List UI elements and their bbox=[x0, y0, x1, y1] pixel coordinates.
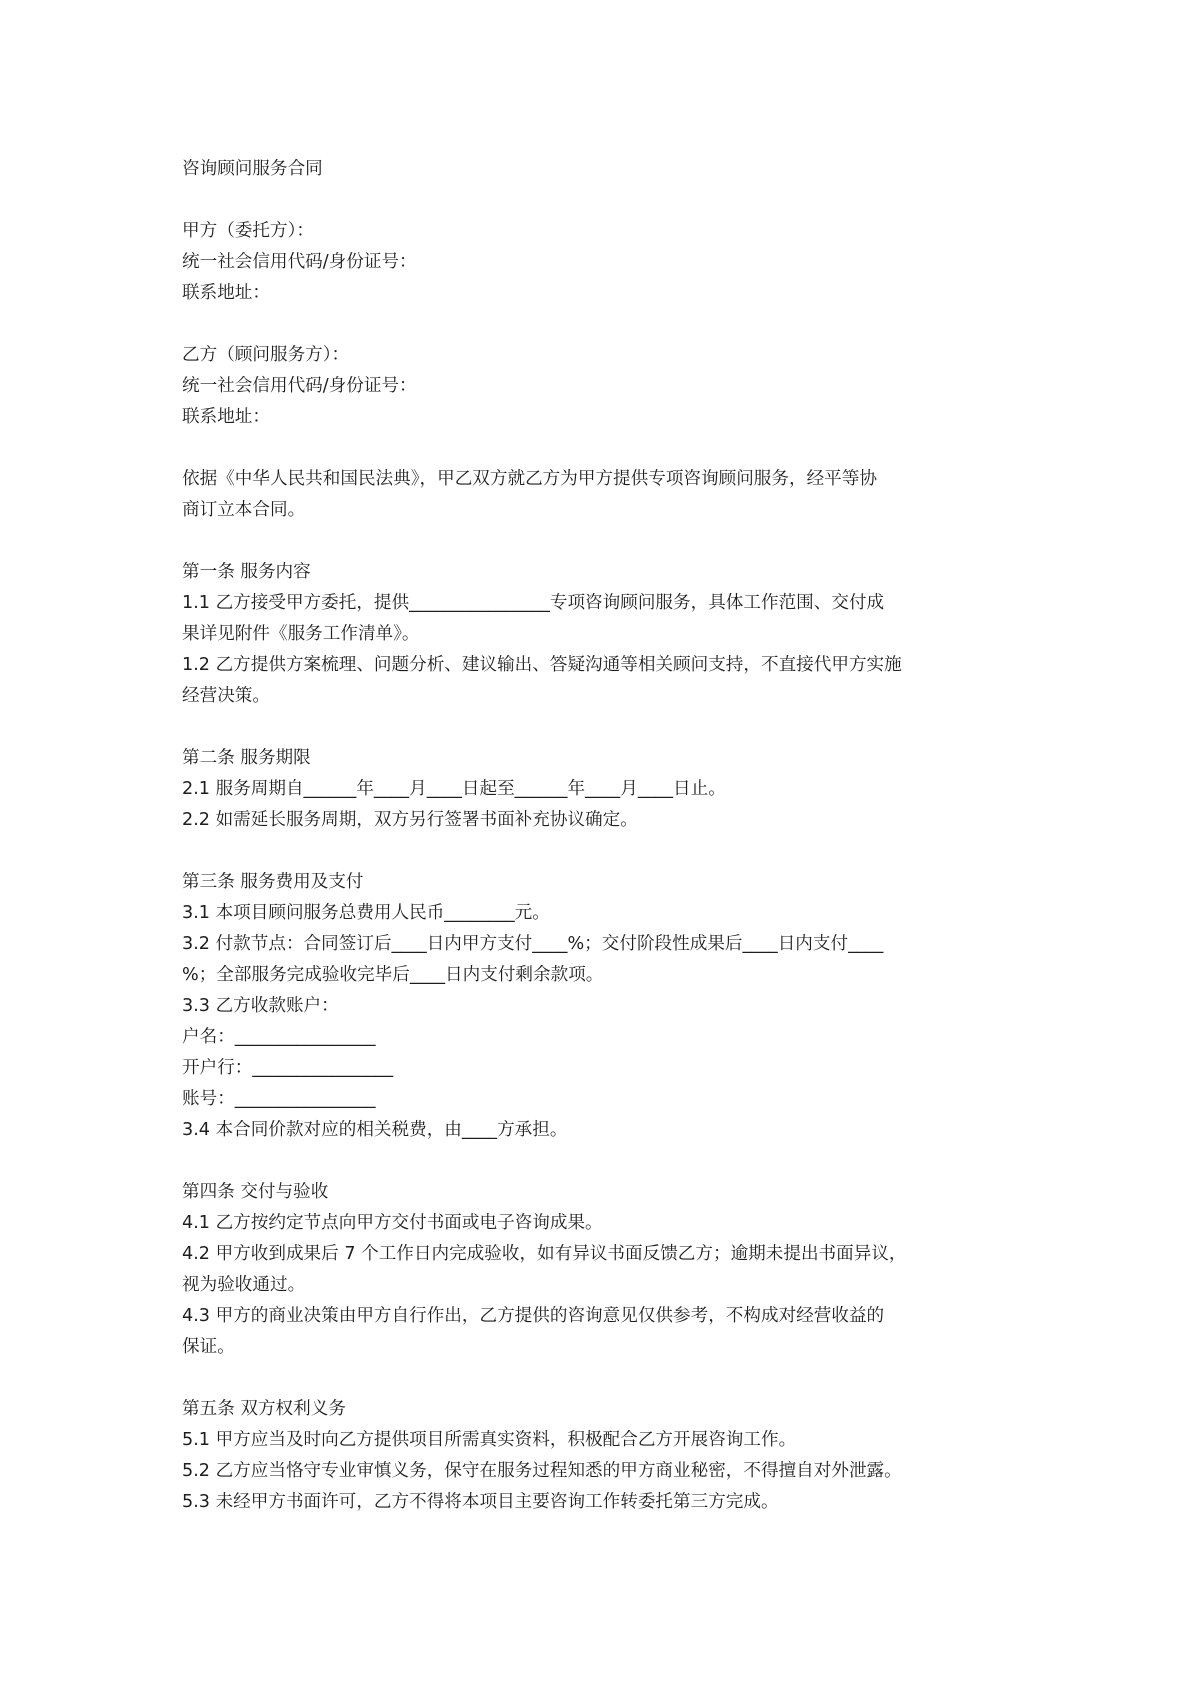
document-title: 咨询顾问服务合同 bbox=[182, 159, 323, 179]
clause-line: 3.3 乙方收款账户： bbox=[182, 996, 339, 1016]
clause-line: 经营决策。 bbox=[182, 686, 270, 706]
blank-line bbox=[182, 526, 1042, 557]
blank-line bbox=[182, 309, 1042, 340]
section-heading: 第四条 交付与验收 bbox=[182, 1182, 329, 1202]
clause-line: 果详见附件《服务工作清单》。 bbox=[182, 624, 420, 644]
clause-line: 保证。 bbox=[182, 1337, 235, 1357]
clause-line: 5.1 甲方应当及时向乙方提供项目所需真实资料，积极配合乙方开展咨询工作。 bbox=[182, 1430, 797, 1450]
section-heading: 第五条 双方权利义务 bbox=[182, 1399, 346, 1419]
blank-line bbox=[182, 836, 1042, 867]
section-heading: 第三条 服务费用及支付 bbox=[182, 872, 364, 892]
clause-line: 3.2 付款节点：合同签订后____日内甲方支付____%；交付阶段性成果后____日内支付____ bbox=[182, 934, 884, 954]
section-heading: 第一条 服务内容 bbox=[182, 562, 311, 582]
account-name-field: 户名：________________ bbox=[182, 1027, 376, 1047]
account-number-field: 账号：________________ bbox=[182, 1089, 376, 1109]
clause-line: 5.2 乙方应当恪守专业审慎义务，保守在服务过程知悉的甲方商业秘密，不得擅自对外泄露。 bbox=[182, 1461, 902, 1481]
clause-line: 4.3 甲方的商业决策由甲方自行作出，乙方提供的咨询意见仅供参考，不构成对经营收益的 bbox=[182, 1306, 885, 1326]
clause-line: 1.2 乙方提供方案梳理、问题分析、建议输出、答疑沟通等相关顾问支持，不直接代甲方实施 bbox=[182, 655, 902, 675]
clause-line: 5.3 未经甲方书面许可，乙方不得将本项目主要咨询工作转委托第三方完成。 bbox=[182, 1492, 779, 1512]
preamble-line: 依据《中华人民共和国民法典》，甲乙双方就乙方为甲方提供专项咨询顾问服务，经平等协 bbox=[182, 469, 877, 489]
clause-line: 2.2 如需延长服务周期，双方另行签署书面补充协议确定。 bbox=[182, 810, 638, 830]
section-heading: 第二条 服务期限 bbox=[182, 748, 311, 768]
clause-line: 2.1 服务周期自______年____月____日起至______年____月____日止。 bbox=[182, 779, 726, 799]
preamble-line: 商订立本合同。 bbox=[182, 500, 306, 520]
clause-line: %；全部服务完成验收完毕后____日内支付剩余款项。 bbox=[182, 965, 604, 985]
party-b-label: 乙方（顾问服务方）： bbox=[182, 345, 350, 365]
party-b-credit-code: 统一社会信用代码/身份证号： bbox=[182, 376, 417, 396]
party-a-address: 联系地址： bbox=[182, 283, 270, 303]
blank-line bbox=[182, 1363, 1042, 1394]
bank-field: 开户行：________________ bbox=[182, 1058, 394, 1078]
clause-line: 3.1 本项目顾问服务总费用人民币________元。 bbox=[182, 903, 550, 923]
party-a-credit-code: 统一社会信用代码/身份证号： bbox=[182, 252, 417, 272]
blank-line bbox=[182, 433, 1042, 464]
party-b-address: 联系地址： bbox=[182, 407, 270, 427]
clause-line: 3.4 本合同价款对应的相关税费，由____方承担。 bbox=[182, 1120, 568, 1140]
clause-line: 4.2 甲方收到成果后 7 个工作日内完成验收，如有异议书面反馈乙方；逾期未提出书面异议， bbox=[182, 1244, 907, 1264]
clause-line: 4.1 乙方按约定节点向甲方交付书面或电子咨询成果。 bbox=[182, 1213, 603, 1233]
blank-line bbox=[182, 712, 1042, 743]
clause-line: 1.1 乙方接受甲方委托，提供________________专项咨询顾问服务，具体工作范围、交付成 bbox=[182, 593, 885, 613]
blank-line bbox=[182, 185, 1042, 216]
clause-line: 视为验收通过。 bbox=[182, 1275, 306, 1295]
blank-line bbox=[182, 1146, 1042, 1177]
document-body bbox=[182, 154, 1042, 1518]
party-a-label: 甲方（委托方）： bbox=[182, 221, 314, 241]
